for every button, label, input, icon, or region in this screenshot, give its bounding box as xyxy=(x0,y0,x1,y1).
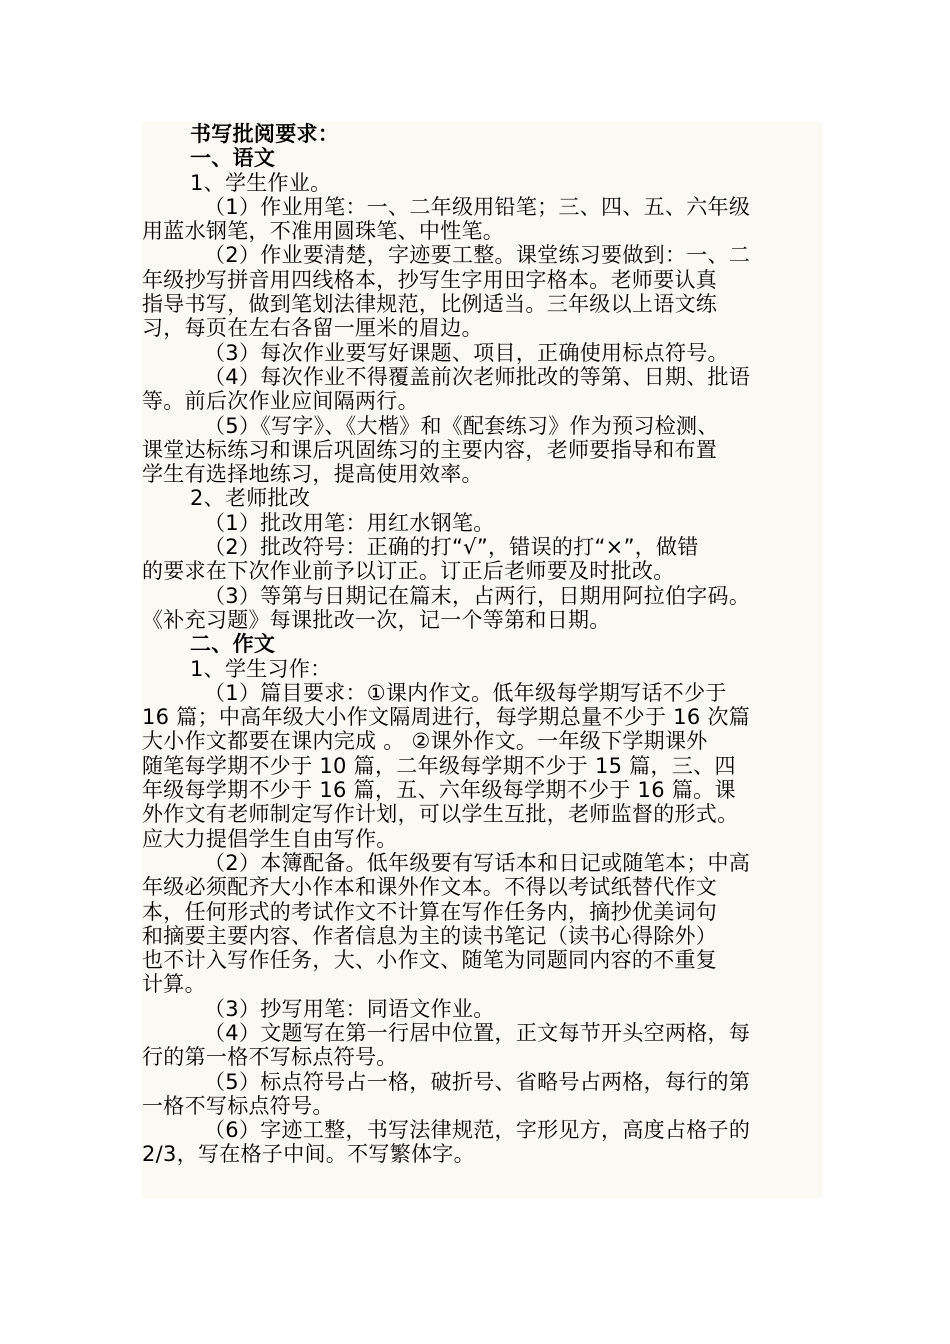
text-line: （1）篇目要求：①课内作文。低年级每学期写话不少于 xyxy=(204,680,727,705)
text-line: 《补充习题》每课批改一次，记一个等第和日期。 xyxy=(142,607,611,632)
text-line: 课堂达标练习和课后巩固练习的主要内容，老师要指导和布置 xyxy=(142,437,718,462)
text-line: 本，任何形式的考试作文不计算在写作任务内，摘抄优美词句 xyxy=(142,899,718,924)
document-body xyxy=(142,122,822,1198)
section-heading: 二、作文 xyxy=(190,632,276,657)
text-line: 随笔每学期不少于 10 篇，二年级每学期不少于 15 篇，三、四 xyxy=(142,753,736,778)
text-line: 应大力提倡学生自由写作。 xyxy=(142,826,398,851)
text-line: （3）每次作业要写好课题、项目，正确使用标点符号。 xyxy=(204,340,729,365)
text-line: （4）文题写在第一行居中位置，正文每节开头空两格，每 xyxy=(204,1020,751,1045)
text-line: （5）标点符号占一格，破折号、省略号占两格，每行的第 xyxy=(204,1069,751,1094)
text-line: 2、老师批改 xyxy=(190,486,311,511)
text-line: 行的第一格不写标点符号。 xyxy=(142,1045,398,1070)
text-line: （2）作业要清楚，字迹要工整。课堂练习要做到：一、二 xyxy=(204,243,751,268)
text-line: 年级必须配齐大小作本和课外作文本。不得以考试纸替代作文 xyxy=(142,875,718,900)
text-line: 年级抄写拼音用四线格本，抄写生字用田字格本。老师要认真 xyxy=(142,267,718,292)
text-line: 的要求在下次作业前予以订正。订正后老师要及时批改。 xyxy=(142,559,675,584)
text-line: 1、学生习作： xyxy=(190,656,332,681)
text-line: （6）字迹工整，书写法律规范，字形见方，高度占格子的 xyxy=(204,1118,751,1143)
text-line: （1）作业用笔：一、二年级用铅笔；三、四、五、六年级 xyxy=(204,194,751,219)
text-line: 一格不写标点符号。 xyxy=(142,1093,334,1118)
text-line: （4）每次作业不得覆盖前次老师批改的等第、日期、批语 xyxy=(204,364,751,389)
text-line: 用蓝水钢笔，不准用圆珠笔、中性笔。 xyxy=(142,219,505,244)
text-line: （3）抄写用笔：同语文作业。 xyxy=(204,996,495,1021)
text-line: 年级每学期不少于 16 篇，五、六年级每学期不少于 16 篇。课 xyxy=(142,778,736,803)
text-line: 和摘要主要内容、作者信息为主的读书笔记（读书心得除外） xyxy=(142,923,718,948)
text-line: 外作文有老师制定写作计划，可以学生互批，老师监督的形式。 xyxy=(142,802,739,827)
text-line: 大小作文都要在课内完成 。 ②课外作文。一年级下学期课外 xyxy=(142,729,708,754)
text-line: 等。前后次作业应间隔两行。 xyxy=(142,389,419,414)
text-line: 指导书写，做到笔划法律规范，比例适当。三年级以上语文练 xyxy=(142,292,718,317)
text-line: 计算。 xyxy=(142,972,206,997)
section-heading: 一、语文 xyxy=(190,146,276,171)
section-heading: 书写批阅要求： xyxy=(190,122,340,146)
text-line: 学生有选择地练习，提高使用效率。 xyxy=(142,462,483,487)
text-line: （2）本簿配备。低年级要有写话本和日记或随笔本；中高 xyxy=(204,850,751,875)
text-line: 也不计入写作任务，大、小作文、随笔为同题同内容的不重复 xyxy=(142,948,718,973)
text-line: 2/3，写在格子中间。不写繁体字。 xyxy=(142,1142,475,1167)
text-line: （2）批改符号：正确的打“√”，错误的打“×”，做错 xyxy=(204,535,699,560)
text-line: 1、学生作业。 xyxy=(190,170,332,195)
text-line: 习，每页在左右各留一厘米的眉边。 xyxy=(142,316,483,341)
text-line: （1）批改用笔：用红水钢笔。 xyxy=(204,510,495,535)
text-line: （3）等第与日期记在篇末，占两行，日期用阿拉伯字码。 xyxy=(204,583,751,608)
text-line: （5）《写字》、《大楷》和《配套练习》作为预习检测、 xyxy=(204,413,719,438)
text-line: 16 篇；中高年级大小作文隔周进行，每学期总量不少于 16 次篇 xyxy=(142,705,751,730)
